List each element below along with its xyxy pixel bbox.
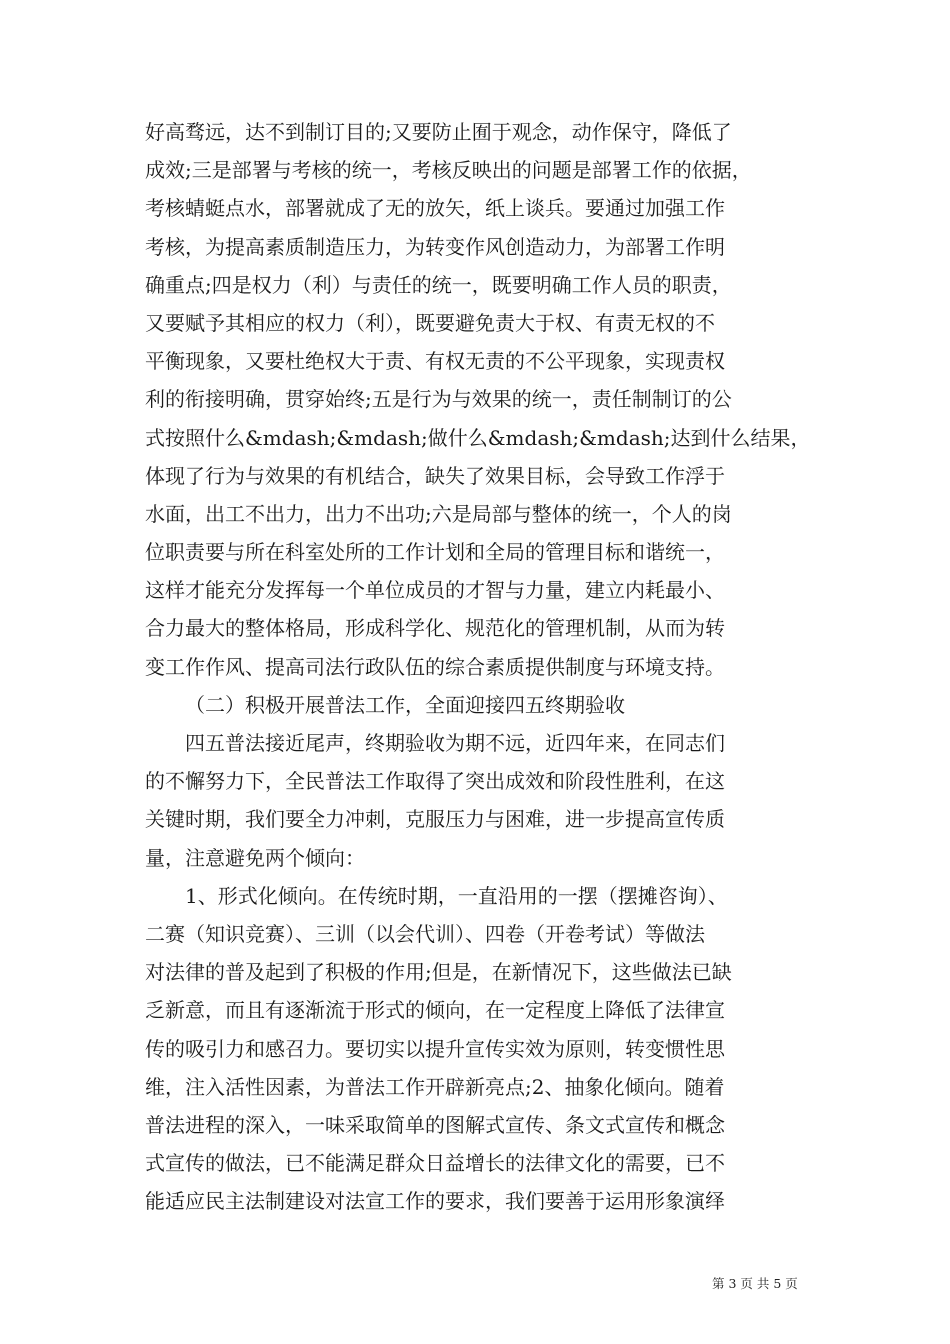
text-line: 合力最大的整体格局，形成科学化、规范化的管理机制，从而为转 [145,616,725,641]
text-line: 位职责要与所在科室处所的工作计划和全局的管理目标和谐统一， [145,540,725,565]
text-line: 二赛（知识竞赛）、三训（以会代训）、四卷（开卷考试）等做法 [145,921,705,946]
text-line: 的不懈努力下，全民普法工作取得了突出成效和阶段性胜利，在这 [145,769,725,794]
text-line: 量，注意避免两个倾向： [145,845,365,870]
text-line: 对法律的普及起到了积极的作用;但是，在新情况下，这些做法已缺 [145,960,732,985]
text-line: 体现了行为与效果的有机结合，缺失了效果目标，会导致工作浮于 [145,463,725,488]
text-line: 好高骛远，达不到制订目的;又要防止囿于观念，动作保守，降低了 [145,120,732,144]
text-line: 能适应民主法制建设对法宣工作的要求，我们要善于运用形象演绎 [145,1189,725,1214]
text-line: 确重点;四是权力（利）与责任的统一，既要明确工作人员的职责， [145,272,732,297]
text-line: 水面，出工不出力，出力不出功;六是局部与整体的统一，个人的岗 [145,501,732,526]
text-line: 考核，为提高素质制造压力，为转变作风创造动力，为部署工作明 [145,234,725,259]
text-line: 传的吸引力和感召力。要切实以提升宣传实效为原则，转变惯性思 [145,1036,725,1061]
text-line: 乏新意，而且有逐渐流于形式的倾向，在一定程度上降低了法律宣 [145,998,725,1023]
page-number: 第 3 页 共 5 页 [712,1276,798,1291]
text-line: 1、形式化倾向。在传统时期，一直沿用的一摆（摆摊咨询）、 [185,883,728,908]
text-line: 平衡现象，又要杜绝权大于责、有权无责的不公平现象，实现责权 [145,349,725,374]
text-line: 式宣传的做法，已不能满足群众日益增长的法律文化的需要，已不 [145,1151,725,1176]
text-line: 四五普法接近尾声，终期验收为期不远，近四年来，在同志们 [185,731,725,755]
text-line: 式按照什么&mdash;&mdash;做什么&mdash;&mdash;达到什么结果， [145,425,811,450]
text-line: 普法进程的深入，一味采取简单的图解式宣传、条文式宣传和概念 [145,1112,725,1137]
section-heading: （二）积极开展普法工作，全面迎接四五终期验收 [185,692,625,717]
text-line: 成效;三是部署与考核的统一，考核反映出的问题是部署工作的依据， [145,158,752,183]
text-line: 利的衔接明确，贯穿始终;五是行为与效果的统一，责任制制订的公 [145,387,732,412]
text-line: 关键时期，我们要全力冲刺，克服压力与困难，进一步提高宣传质 [145,807,725,832]
text-line: 维，注入活性因素，为普法工作开辟新亮点;2、抽象化倾向。随着 [145,1074,725,1099]
text-line: 又要赋予其相应的权力（利），既要避免责大于权、有责无权的不 [145,310,715,335]
text-line: 变工作作风、提高司法行政队伍的综合素质提供制度与环境支持。 [145,654,725,679]
document-body [145,113,825,1220]
text-line: 这样才能充分发挥每一个单位成员的才智与力量，建立内耗最小、 [145,578,725,603]
text-line: 考核蜻蜓点水，部署就成了无的放矢，纸上谈兵。要通过加强工作 [145,196,725,221]
